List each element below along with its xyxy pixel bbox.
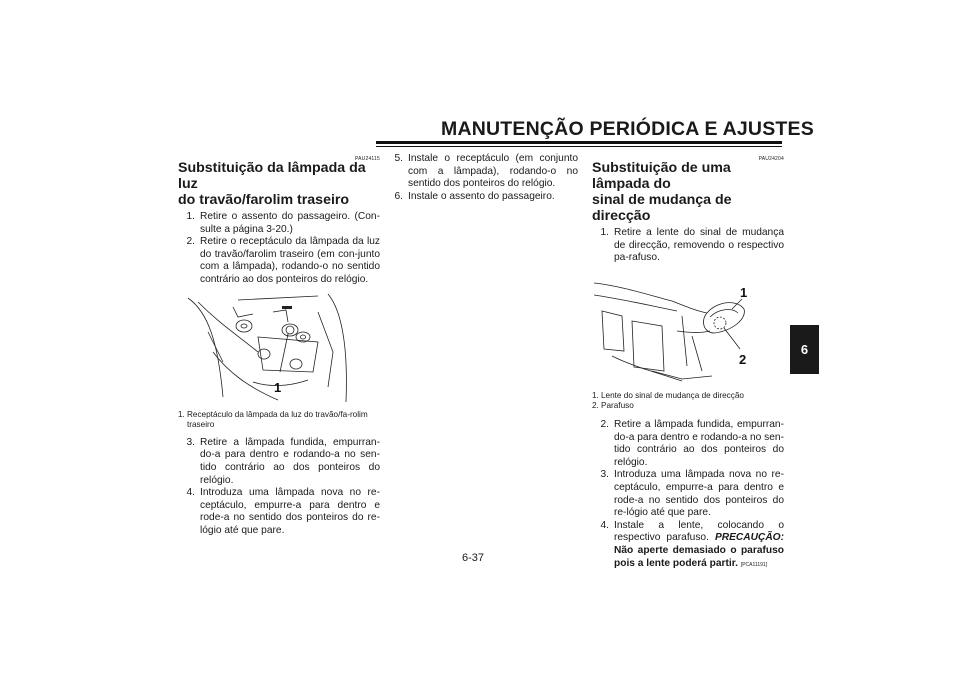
step-item: 1. Retire a lente do sinal de mudança de direcção, removendo o respectivo pa-rafuso. (600, 227, 784, 264)
caution-code: [PCA11191] (740, 561, 768, 568)
header-rule-thin (376, 146, 782, 147)
chapter-tab[interactable] (790, 325, 819, 374)
step-item: 3. Introduza uma lâmpada nova no re-ceptáculo, empurre-a para dentro e rode-a no sentido dos ponteiros do re-lógio até que pare. (600, 469, 784, 519)
section-code: PAU24115 (354, 156, 380, 162)
section-title: Substituição de uma lâmpada do sinal de mudança de direcção (592, 160, 732, 224)
caution-text: Não aperte demasiado o parafuso pois a lente poderá partir. (614, 544, 784, 569)
column-3 (592, 153, 784, 571)
section-title: Substituição da lâmpada da luz do travão/farolim traseiro (178, 160, 366, 208)
step-item: 6. Instale o assento do passageiro. (394, 190, 555, 202)
header-rule (376, 141, 782, 144)
figure-callout-2: 2 (739, 351, 747, 367)
step-item: 4. Instale a lente, colocando o respectivo parafuso. PRECAUÇÃO: Não aperte demasiado o parafuso pois a lente poderá partir. [PCA11191] (600, 519, 784, 569)
figure-caption: 1. Receptáculo da lâmpada da luz do travão/fa-rolim traseiro (178, 409, 368, 430)
step-item: 2. Retire a lâmpada fundida, empurran-do-a para dentro e rodando-a no sen-tido contrário ao dos ponteiros do relógio. (600, 418, 784, 468)
step-item: 2. Retire o receptáculo da lâmpada da luz do travão/farolim traseiro (em con-junto com a lâmpada), rodando-o no sentido contrário ao dos ponteiros do relógio. (186, 236, 380, 285)
page-number: 6-37 (462, 552, 485, 564)
caution-label: PRECAUÇÃO: (714, 532, 784, 544)
section-code: PAU24204 (758, 156, 784, 162)
figure-callout: 1 (274, 379, 282, 395)
tail-light-figure (178, 292, 380, 406)
page-header-title: MANUTENÇÃO PERIÓDICA E AJUSTES (441, 118, 814, 140)
step-item: 3. Retire a lâmpada fundida, empurran-do-a para dentro e rodando-a no sen-tido contrário ao dos ponteiros do relógio. (186, 436, 380, 486)
step-item: 5. Instale o receptáculo (em conjunto com a lâmpada), rodando-o no sentido dos ponteiros do relógio. (394, 153, 578, 190)
figure-caption: 1. Lente do sinal de mudança de direcção 2. Parafuso (592, 390, 744, 411)
column-2 (386, 153, 578, 203)
figure-callout-1: 1 (740, 284, 748, 300)
column-1 (178, 153, 380, 538)
turn-signal-figure (592, 271, 784, 389)
chapter-tab-label: 6 (800, 342, 809, 357)
step-item: 1. Retire o assento do passageiro. (Con-sulte a página 3-20.) (186, 211, 380, 235)
step-item: 4. Introduza uma lâmpada nova no re-ceptáculo, empurre-a para dentro e rode-a no sentido dos ponteiros do re-lógio até que pare. (186, 487, 380, 536)
